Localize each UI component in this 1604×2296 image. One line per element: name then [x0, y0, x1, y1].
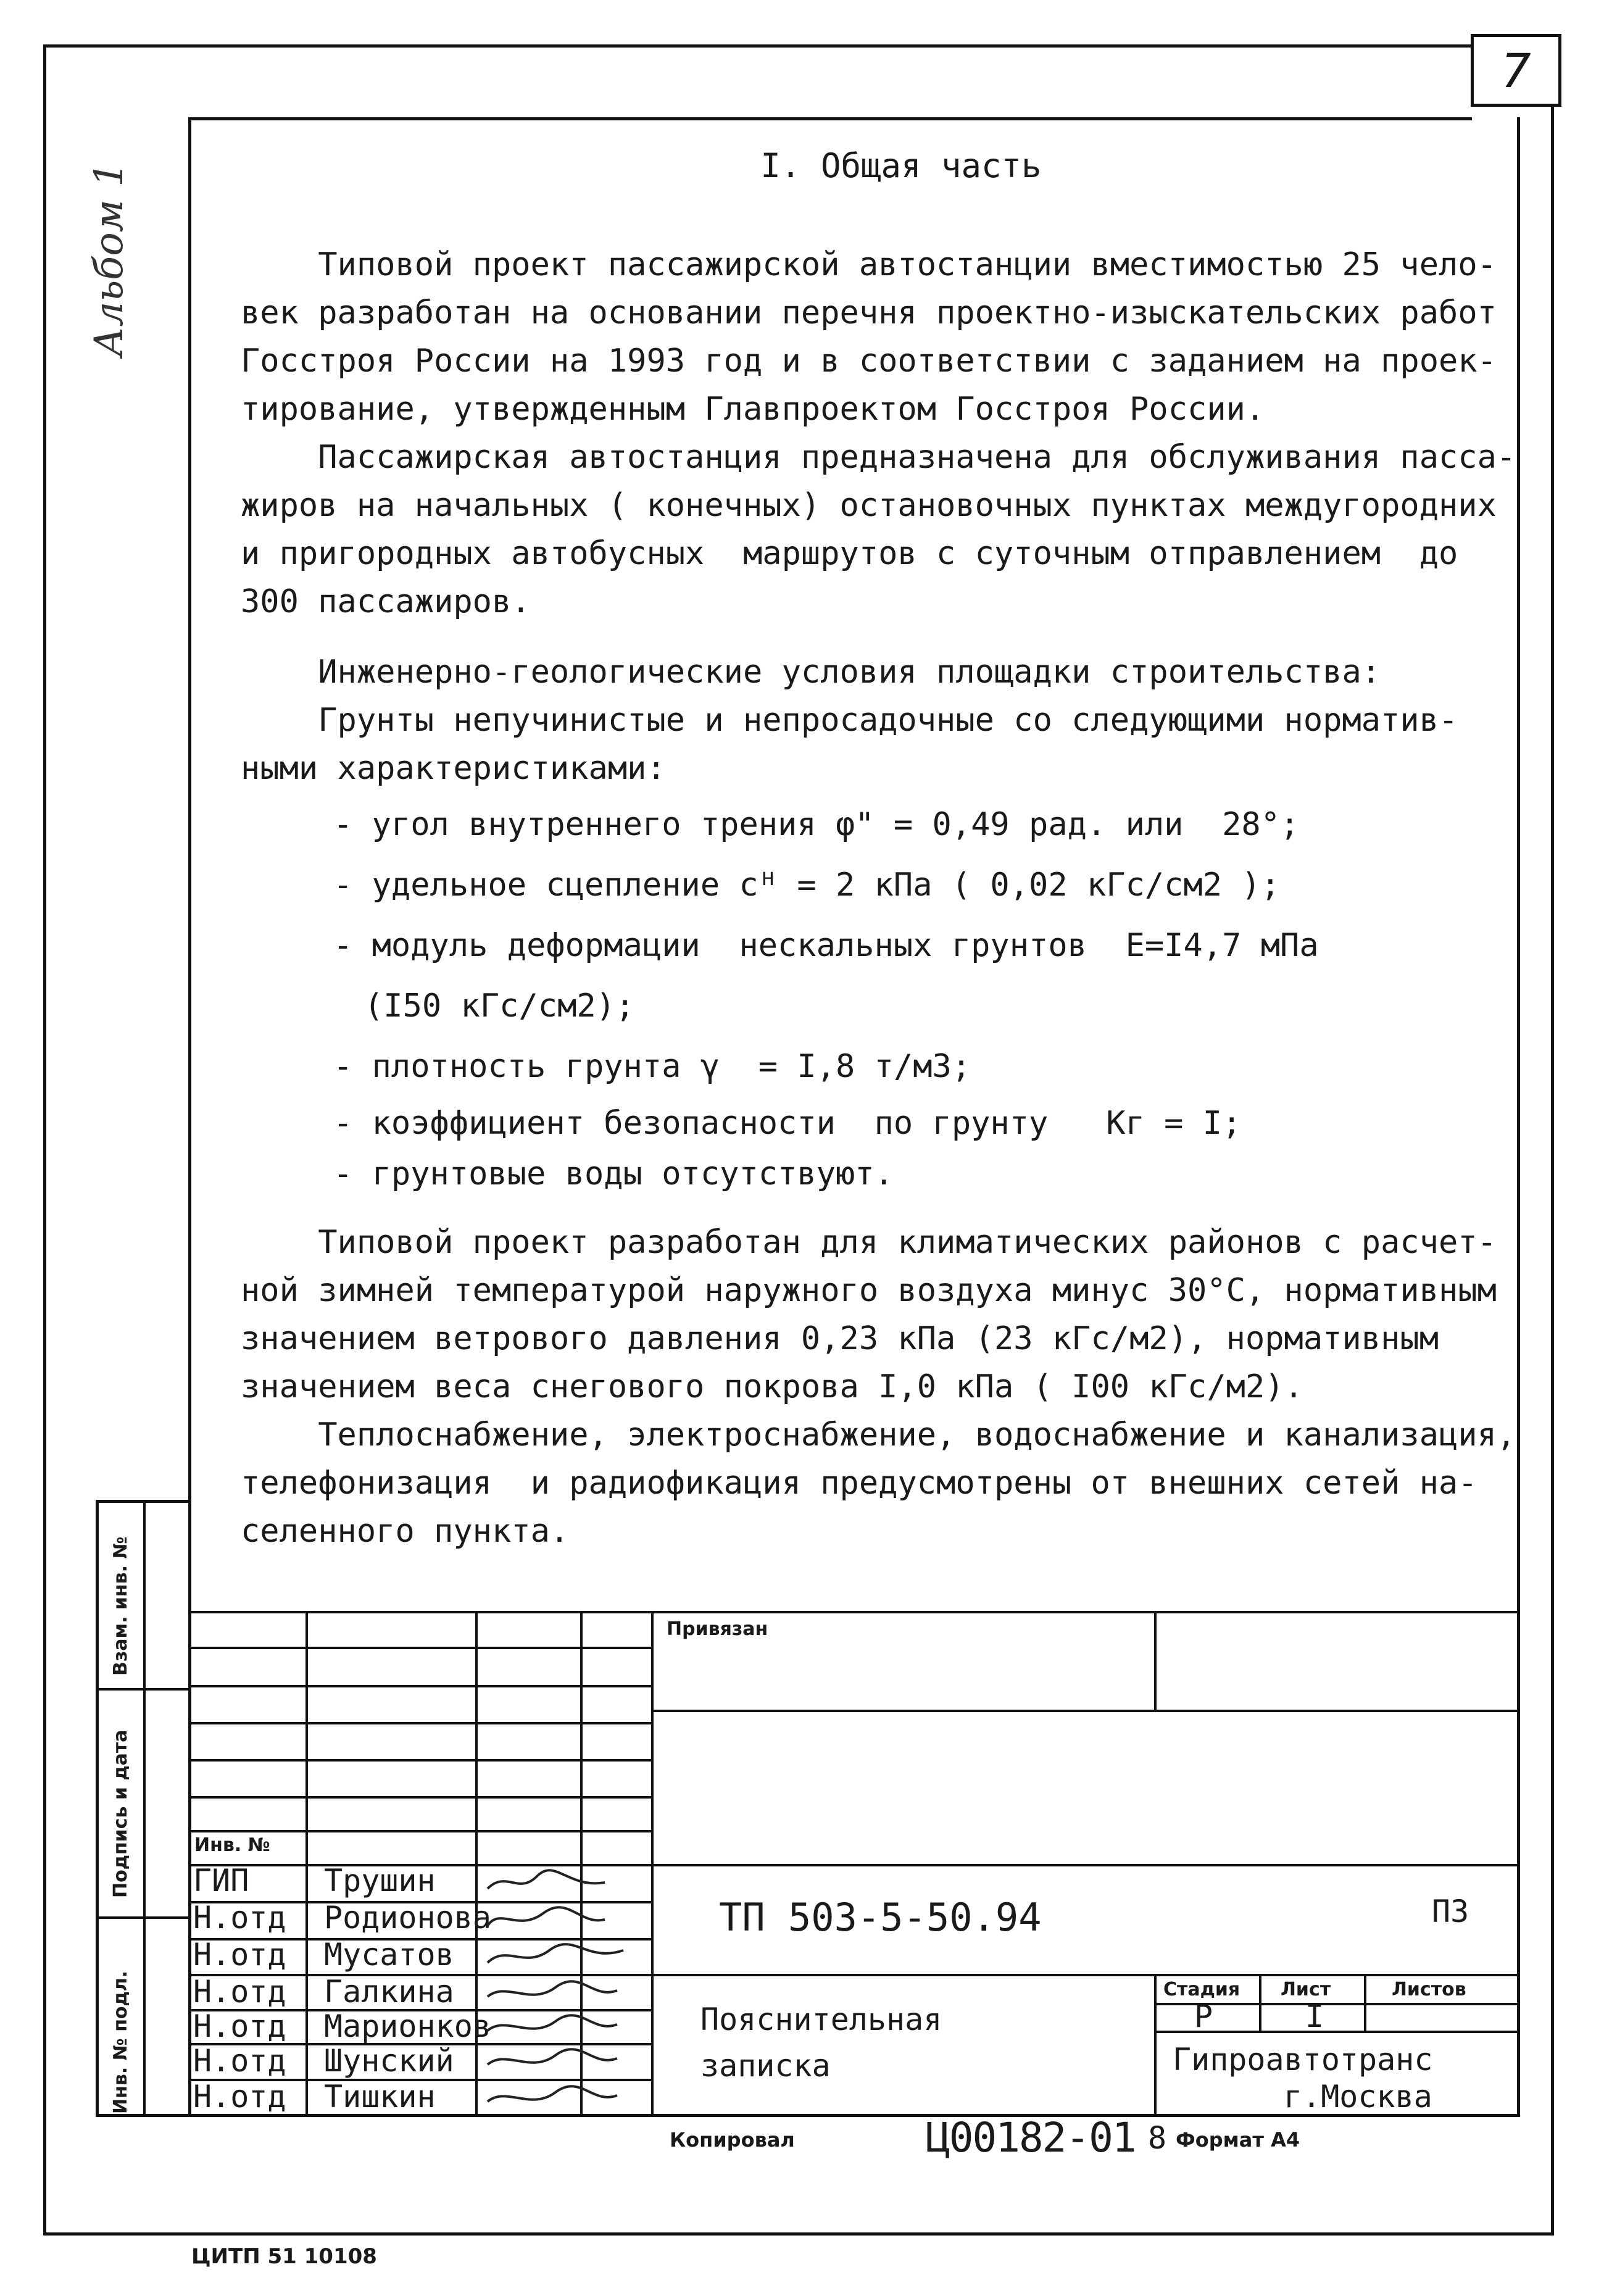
list-item: - модуль деформации нескальных грунтов Е=I4,7 мПа [333, 927, 1319, 964]
staff-role: Н.отд [193, 2079, 286, 2115]
sheets-header: Листов [1392, 1979, 1466, 2000]
document-suffix: ПЗ [1432, 1894, 1469, 1929]
archive-code: Ц00182-01 [926, 2114, 1136, 2161]
signatures-graphic [481, 1864, 648, 2117]
list-item: - грунтовые воды отсутствуют. [333, 1155, 894, 1192]
text-line: 300 пассажиров. [241, 583, 531, 620]
sheet-value: I [1305, 1999, 1324, 2034]
staff-name: Мусатов [324, 1937, 454, 1973]
organization-city: г.Москва [1284, 2079, 1432, 2115]
climate-section [241, 1218, 1516, 1555]
text-line: ной зимней температурой наружного воздуха минус 30°С, нормативным [241, 1272, 1497, 1309]
text-line: телефонизация и радиофикация предусмотрены от внешних сетей на- [241, 1465, 1477, 1502]
inv-no-label: Инв. № [194, 1834, 270, 1856]
list-item: - коэффициент безопасности по грунту Кг = I; [333, 1105, 1242, 1142]
staff-role: ГИП [193, 1863, 249, 1899]
stage-header: Стадия [1163, 1979, 1240, 2000]
text-line: Госстроя России на 1993 год и в соответствии с заданием на проек- [241, 343, 1497, 380]
privyazan-label: Привязан [667, 1618, 768, 1640]
list-item: - плотность грунта γ = I,8 т/м3; [333, 1048, 971, 1085]
staff-name: Родионова [324, 1900, 491, 1936]
document-body [241, 142, 1516, 1555]
staff-name: Тишкин [324, 2079, 436, 2115]
format-label: Формат А4 [1176, 2128, 1300, 2152]
text-line: значением ветрового давления 0,23 кПа (23 кГс/м2), нормативным [241, 1320, 1439, 1357]
text-line: селенного пункта. [241, 1513, 570, 1550]
staff-name: Шунский [324, 2043, 454, 2079]
text-line: Грунты непучинистые и непросадочные со следующими норматив- [241, 702, 1458, 739]
staff-name: Трушин [324, 1863, 436, 1899]
inv-podl-label: Инв. № подл. [110, 1970, 131, 2114]
list-item: - угол внутреннего трения φ" = 0,49 рад. или 28°; [333, 806, 1300, 843]
title-block [188, 1611, 1520, 2117]
organization: Гипроавтотранс [1173, 2042, 1433, 2078]
text-line: Типовой проект разработан для климатических районов с расчет- [241, 1224, 1497, 1261]
staff-name: Галкина [324, 1974, 454, 2010]
section-title: I. Общая часть [760, 146, 1042, 185]
geology-heading: Инженерно-геологические условия площадки строительства: [241, 654, 1381, 691]
list-item: (I50 кГс/см2); [364, 988, 635, 1025]
copied-label: Копировал [670, 2128, 795, 2152]
text-line: Пассажирская автостанция предназначена для обслуживания пасса- [241, 439, 1516, 476]
intro-paragraphs [241, 241, 1516, 626]
document-code: ТП 503-5-50.94 [719, 1895, 1042, 1940]
sheet-header: Лист [1281, 1979, 1331, 2000]
staff-role: Н.отд [193, 1937, 286, 1973]
left-stamp-column [96, 1500, 188, 2117]
page-number: 7 [1471, 34, 1561, 107]
text-line: жиров на начальных ( конечных) остановочных пунктах междугородних [241, 487, 1497, 524]
text-line: ными характеристиками: [241, 750, 666, 787]
text-line: и пригородных автобусных маршрутов с суточным отправлением до [241, 535, 1458, 572]
bottom-code: ЦИТП 51 10108 [191, 2244, 377, 2269]
staff-role: Н.отд [193, 2008, 286, 2044]
staff-role: Н.отд [193, 1900, 286, 1936]
text-line: век разработан на основании перечня проектно-изыскательских работ [241, 294, 1497, 331]
staff-role: Н.отд [193, 1974, 286, 2010]
text-line: Типовой проект пассажирской автостанции вместимостью 25 чело- [241, 246, 1497, 283]
vzam-inv-label: Взам. инв. № [110, 1536, 131, 1676]
text-line: Теплоснабжение, электроснабжение, водоснабжение и канализация, [241, 1416, 1516, 1454]
document-title-line2: записка [700, 2048, 831, 2084]
text-line: тирование, утвержденным Главпроектом Госстроя России. [241, 391, 1265, 428]
document-title-line1: Пояснительная [700, 2002, 942, 2037]
album-label: Альбом 1 [86, 162, 132, 357]
archive-number: 8 [1148, 2120, 1167, 2156]
list-item: - удельное сцепление сᴴ = 2 кПа ( 0,02 кГс/см2 ); [333, 867, 1281, 904]
signature-date-label: Подпись и дата [110, 1729, 131, 1898]
staff-role: Н.отд [193, 2043, 286, 2079]
text-line: значением веса снегового покрова I,0 кПа ( I00 кГс/м2). [241, 1368, 1303, 1405]
geology-section [241, 648, 1512, 1196]
staff-name: Марионков [324, 2008, 491, 2044]
stage-value: Р [1194, 1999, 1213, 2034]
